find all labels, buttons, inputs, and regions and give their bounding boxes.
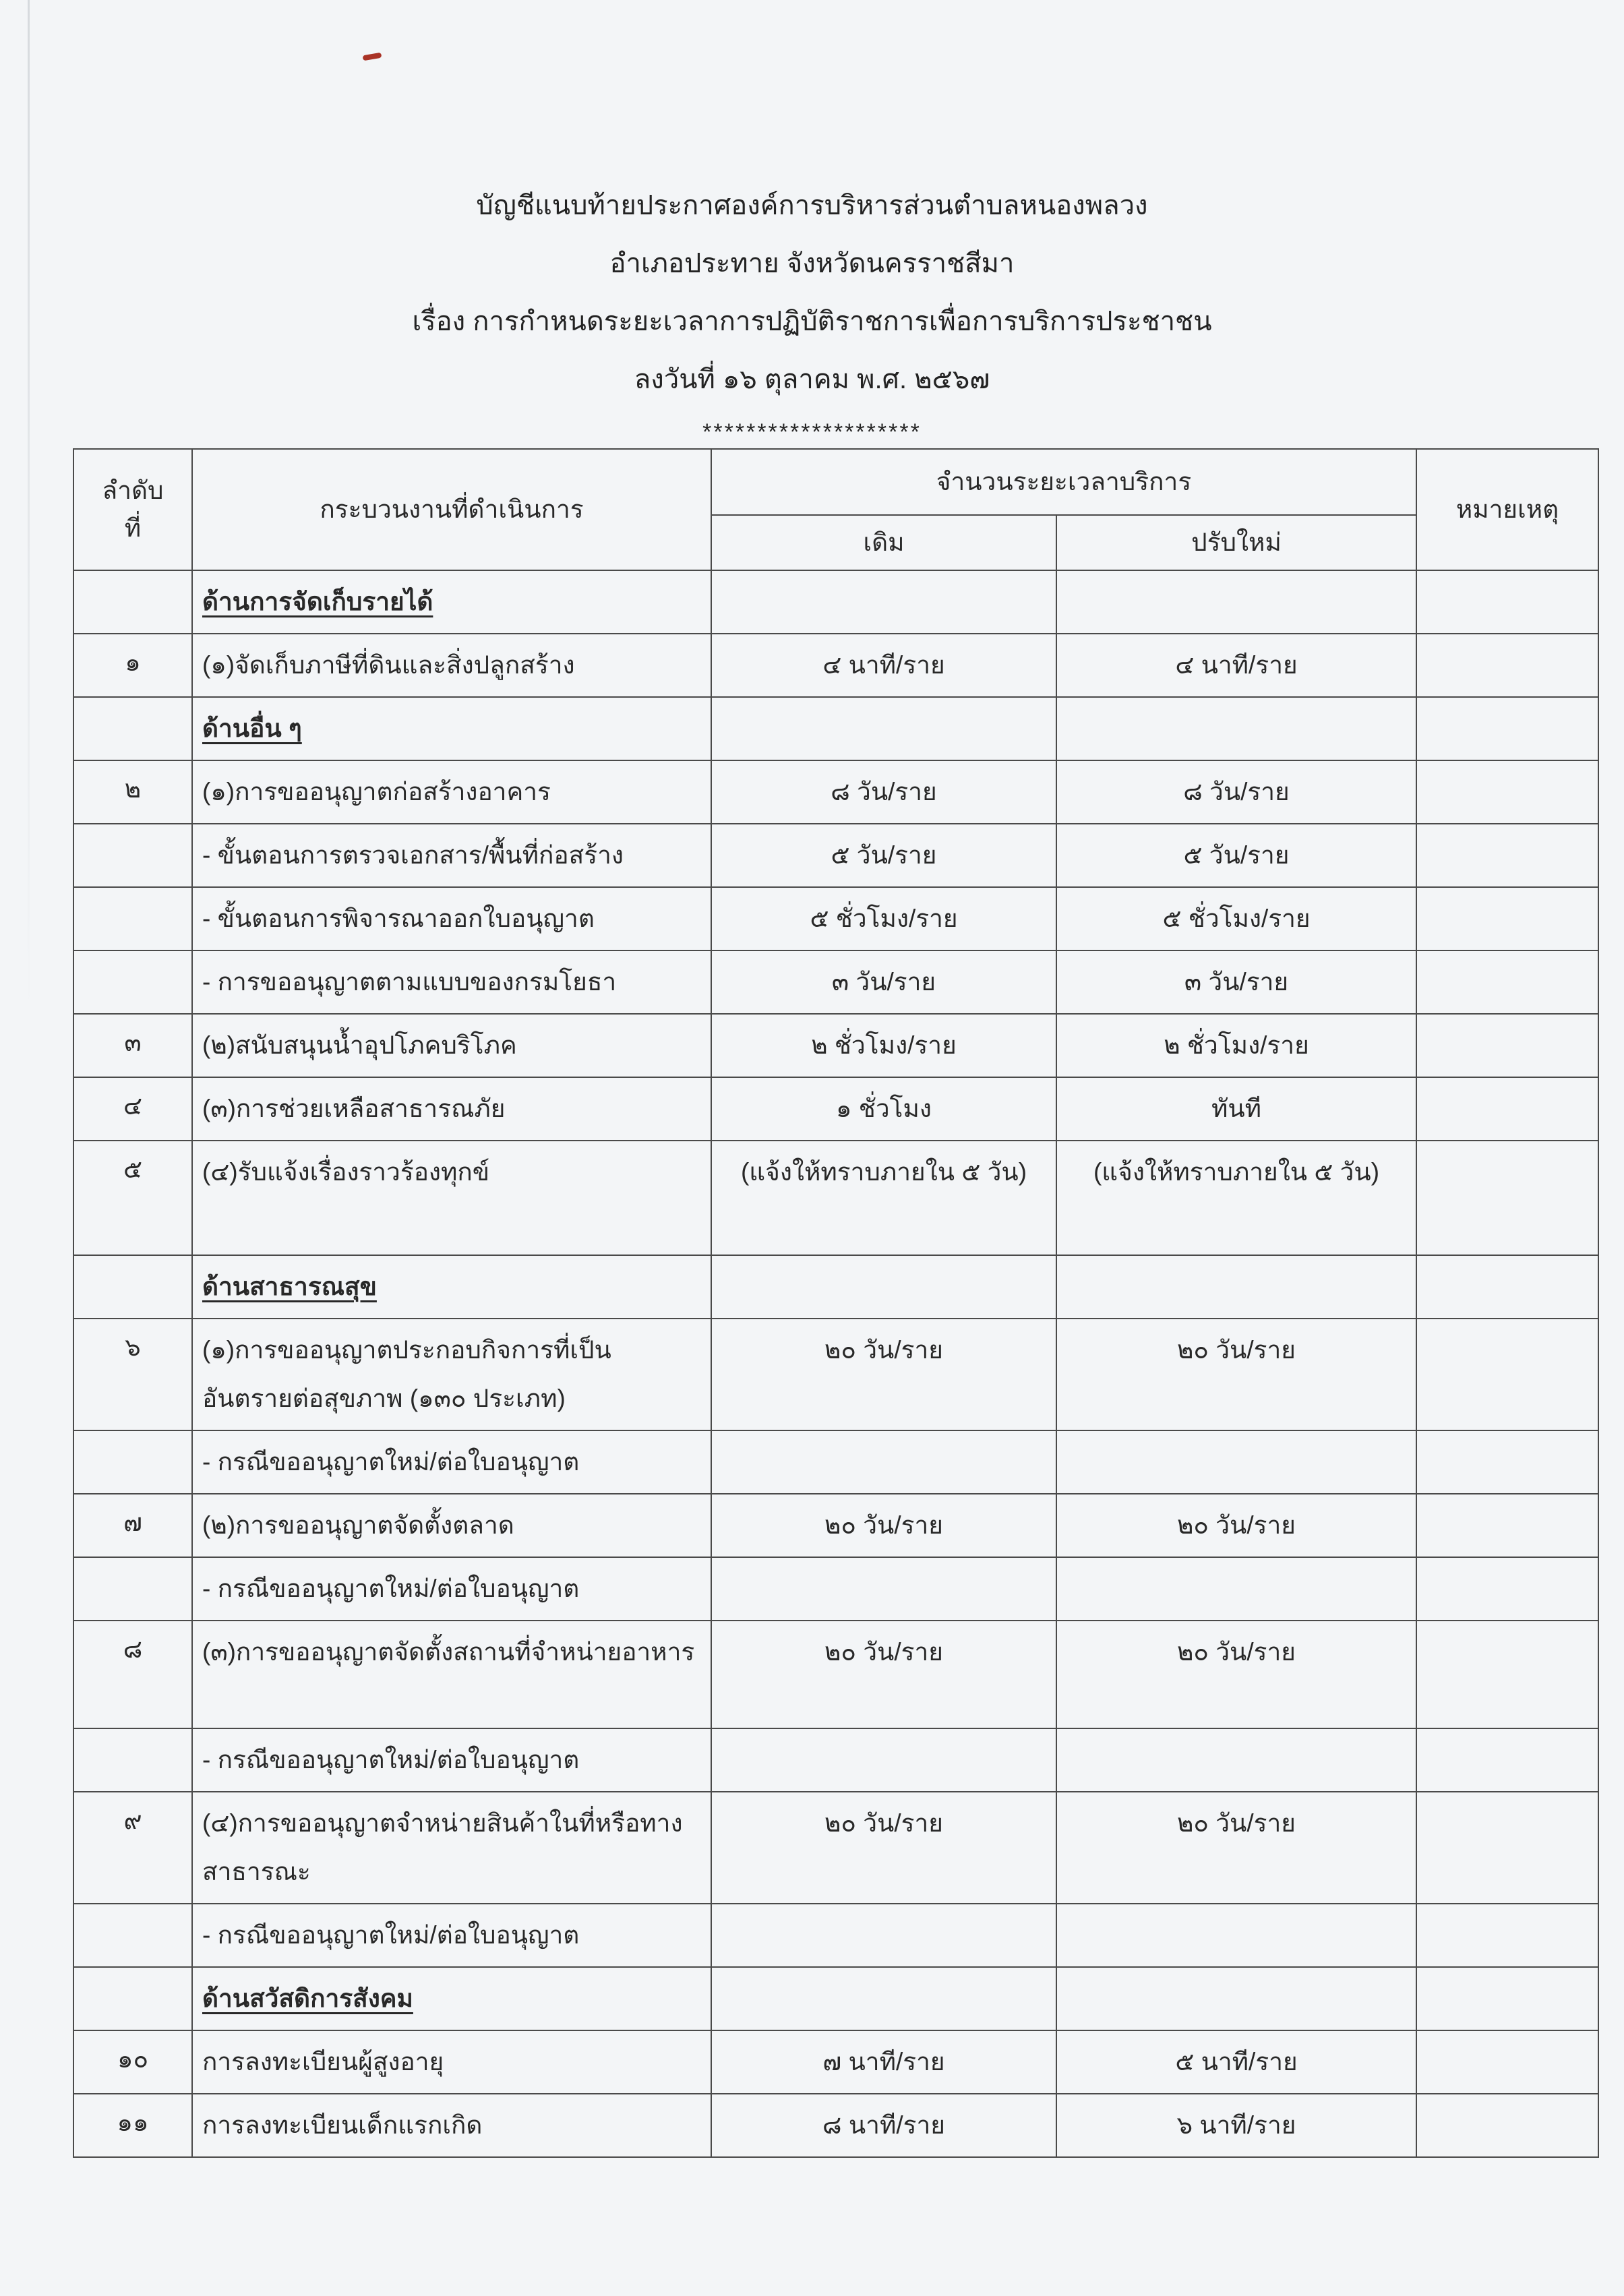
table-row [73, 824, 1598, 887]
header-duration-group: จำนวนระยะเวลาบริการ [711, 449, 1416, 515]
table-row [73, 1319, 1598, 1430]
header-no-line1: ลำดับ [102, 477, 164, 504]
header-revised: ปรับใหม่ [1056, 515, 1416, 570]
table-row [73, 1494, 1598, 1557]
remark-cell [1416, 697, 1598, 760]
process-cell: - กรณีขออนุญาตใหม่/ต่อใบอนุญาต [192, 1904, 711, 1967]
original-cell: ๒๐ วัน/ราย [711, 1319, 1056, 1430]
row-no-cell: ๖ [73, 1319, 192, 1430]
row-no-cell [73, 950, 192, 1014]
remark-cell [1416, 634, 1598, 697]
header-process: กระบวนงานที่ดำเนินการ [192, 449, 711, 570]
remark-cell [1416, 1792, 1598, 1904]
header-original: เดิม [711, 515, 1056, 570]
process-cell [192, 570, 711, 634]
original-cell: ๑ ชั่วโมง [711, 1077, 1056, 1141]
remark-cell [1416, 1014, 1598, 1077]
remark-cell [1416, 1255, 1598, 1319]
remark-cell [1416, 570, 1598, 634]
red-pen-mark [363, 53, 382, 61]
row-no-cell: ๙ [73, 1792, 192, 1904]
remark-cell [1416, 887, 1598, 950]
revised-cell: ๔ นาที/ราย [1056, 634, 1416, 697]
process-cell: การลงทะเบียนเด็กแรกเกิด [192, 2094, 711, 2157]
title-line-4: ลงวันที่ ๑๖ ตุลาคม พ.ศ. ๒๕๖๗ [634, 365, 990, 394]
header-remark: หมายเหตุ [1416, 449, 1598, 570]
revised-cell: ๓ วัน/ราย [1056, 950, 1416, 1014]
revised-cell: ๕ วัน/ราย [1056, 824, 1416, 887]
revised-cell [1056, 1430, 1416, 1494]
remark-cell [1416, 1904, 1598, 1967]
header-no [73, 449, 192, 570]
row-no-cell: ๑ [73, 634, 192, 697]
revised-cell [1056, 1967, 1416, 2030]
revised-cell: ๒๐ วัน/ราย [1056, 1621, 1416, 1728]
table-row [73, 1077, 1598, 1141]
title-separator-stars: ******************** [702, 419, 922, 445]
process-cell: (๒)การขออนุญาตจัดตั้งตลาด [192, 1494, 711, 1557]
remark-cell [1416, 824, 1598, 887]
remark-cell [1416, 1319, 1598, 1430]
original-cell [711, 570, 1056, 634]
original-cell [711, 1904, 1056, 1967]
remark-cell [1416, 1141, 1598, 1255]
row-no-cell: ๓ [73, 1014, 192, 1077]
table-row [73, 570, 1598, 634]
process-cell: (๓)การช่วยเหลือสาธารณภัย [192, 1077, 711, 1141]
row-no-cell [73, 1967, 192, 2030]
original-cell: ๕ ชั่วโมง/ราย [711, 887, 1056, 950]
table-row [73, 634, 1598, 697]
revised-cell [1056, 1557, 1416, 1621]
remark-cell [1416, 1557, 1598, 1621]
section-heading: ด้านสวัสดิการสังคม [202, 1985, 413, 2012]
title-line-1: บัญชีแนบท้ายประกาศองค์การบริหารส่วนตำบลหนองพลวง [476, 191, 1148, 220]
title-line-2: อำเภอประทาย จังหวัดนครราชสีมา [609, 249, 1015, 278]
revised-cell [1056, 1904, 1416, 1967]
revised-cell: ๒๐ วัน/ราย [1056, 1494, 1416, 1557]
revised-cell: ๒๐ วัน/ราย [1056, 1792, 1416, 1904]
original-cell [711, 1967, 1056, 2030]
row-no-cell [73, 697, 192, 760]
revised-cell: ๘ วัน/ราย [1056, 760, 1416, 824]
table-row [73, 1621, 1598, 1728]
row-no-cell [73, 1728, 192, 1792]
process-cell: (๔)การขออนุญาตจำหน่ายสินค้าในที่หรือทางสาธารณะ [192, 1792, 711, 1904]
section-heading: ด้านอื่น ๆ [202, 715, 302, 742]
process-cell [192, 697, 711, 760]
section-heading: ด้านสาธารณสุข [202, 1273, 377, 1300]
revised-cell: ทันที [1056, 1077, 1416, 1141]
original-cell: ๒๐ วัน/ราย [711, 1494, 1056, 1557]
remark-cell [1416, 2094, 1598, 2157]
table-row [73, 1014, 1598, 1077]
remark-cell [1416, 1430, 1598, 1494]
title-line-3: เรื่อง การกำหนดระยะเวลาการปฏิบัติราชการเพื่อการบริการประชาชน [412, 307, 1212, 336]
original-cell: ๕ วัน/ราย [711, 824, 1056, 887]
remark-cell [1416, 1621, 1598, 1728]
revised-cell: ๕ ชั่วโมง/ราย [1056, 887, 1416, 950]
original-cell: ๒๐ วัน/ราย [711, 1621, 1056, 1728]
row-no-cell [73, 1557, 192, 1621]
table-row [73, 1255, 1598, 1319]
table-row [73, 950, 1598, 1014]
process-cell: - กรณีขออนุญาตใหม่/ต่อใบอนุญาต [192, 1728, 711, 1792]
header-row-1 [73, 449, 1598, 515]
process-cell: (๑)การขออนุญาตก่อสร้างอาคาร [192, 760, 711, 824]
original-cell: ๗ นาที/ราย [711, 2030, 1056, 2094]
revised-cell: ๒ ชั่วโมง/ราย [1056, 1014, 1416, 1077]
table-row [73, 887, 1598, 950]
scanner-streak-artifact [28, 0, 30, 1011]
row-no-cell: ๔ [73, 1077, 192, 1141]
original-cell: ๒ ชั่วโมง/ราย [711, 1014, 1056, 1077]
process-cell: การลงทะเบียนผู้สูงอายุ [192, 2030, 711, 2094]
table-row [73, 1792, 1598, 1904]
process-cell: - กรณีขออนุญาตใหม่/ต่อใบอนุญาต [192, 1430, 711, 1494]
remark-cell [1416, 1494, 1598, 1557]
remark-cell [1416, 2030, 1598, 2094]
row-no-cell: ๘ [73, 1621, 192, 1728]
process-cell: - กรณีขออนุญาตใหม่/ต่อใบอนุญาต [192, 1557, 711, 1621]
revised-cell: (แจ้งให้ทราบภายใน ๕ วัน) [1056, 1141, 1416, 1255]
row-no-cell: ๕ [73, 1141, 192, 1255]
table-row [73, 697, 1598, 760]
row-no-cell [73, 1430, 192, 1494]
table-row [73, 2030, 1598, 2094]
remark-cell [1416, 1077, 1598, 1141]
table-row [73, 1141, 1598, 1255]
revised-cell: ๕ นาที/ราย [1056, 2030, 1416, 2094]
revised-cell: ๖ นาที/ราย [1056, 2094, 1416, 2157]
table-row [73, 1904, 1598, 1967]
process-cell: (๒)สนับสนุนน้ำอุปโภคบริโภค [192, 1014, 711, 1077]
process-cell: (๔)รับแจ้งเรื่องราวร้องทุกข์ [192, 1141, 711, 1255]
table-row [73, 760, 1598, 824]
process-cell: - การขออนุญาตตามแบบของกรมโยธา [192, 950, 711, 1014]
process-cell: - ขั้นตอนการพิจารณาออกใบอนุญาต [192, 887, 711, 950]
document-title-block [0, 177, 1624, 456]
header-no-line2: ที่ [124, 514, 142, 542]
revised-cell [1056, 1728, 1416, 1792]
original-cell: ๔ นาที/ราย [711, 634, 1056, 697]
original-cell: ๘ วัน/ราย [711, 760, 1056, 824]
remark-cell [1416, 1728, 1598, 1792]
table-row [73, 1430, 1598, 1494]
table-row [73, 1557, 1598, 1621]
row-no-cell: ๗ [73, 1494, 192, 1557]
revised-cell [1056, 570, 1416, 634]
process-cell: (๑)จัดเก็บภาษีที่ดินและสิ่งปลูกสร้าง [192, 634, 711, 697]
row-no-cell [73, 824, 192, 887]
revised-cell [1056, 1255, 1416, 1319]
original-cell: ๒๐ วัน/ราย [711, 1792, 1056, 1904]
remark-cell [1416, 950, 1598, 1014]
table-row [73, 1967, 1598, 2030]
process-cell [192, 1967, 711, 2030]
table-row [73, 2094, 1598, 2157]
service-duration-table [73, 448, 1599, 2158]
row-no-cell [73, 570, 192, 634]
original-cell [711, 1728, 1056, 1792]
original-cell: ๓ วัน/ราย [711, 950, 1056, 1014]
process-cell [192, 1255, 711, 1319]
original-cell [711, 1255, 1056, 1319]
process-cell: (๑)การขออนุญาตประกอบกิจการที่เป็นอันตรายต่อสุขภาพ (๑๓๐ ประเภท) [192, 1319, 711, 1430]
original-cell: ๘ นาที/ราย [711, 2094, 1056, 2157]
row-no-cell: ๑๐ [73, 2030, 192, 2094]
row-no-cell [73, 1255, 192, 1319]
remark-cell [1416, 1967, 1598, 2030]
revised-cell [1056, 697, 1416, 760]
row-no-cell: ๒ [73, 760, 192, 824]
row-no-cell [73, 1904, 192, 1967]
section-heading: ด้านการจัดเก็บรายได้ [202, 588, 433, 615]
remark-cell [1416, 760, 1598, 824]
process-cell: - ขั้นตอนการตรวจเอกสาร/พื้นที่ก่อสร้าง [192, 824, 711, 887]
row-no-cell: ๑๑ [73, 2094, 192, 2157]
row-no-cell [73, 887, 192, 950]
original-cell: (แจ้งให้ทราบภายใน ๕ วัน) [711, 1141, 1056, 1255]
original-cell [711, 1430, 1056, 1494]
table-row [73, 1728, 1598, 1792]
process-cell: (๓)การขออนุญาตจัดตั้งสถานที่จำหน่ายอาหาร [192, 1621, 711, 1728]
original-cell [711, 1557, 1056, 1621]
original-cell [711, 697, 1056, 760]
revised-cell: ๒๐ วัน/ราย [1056, 1319, 1416, 1430]
